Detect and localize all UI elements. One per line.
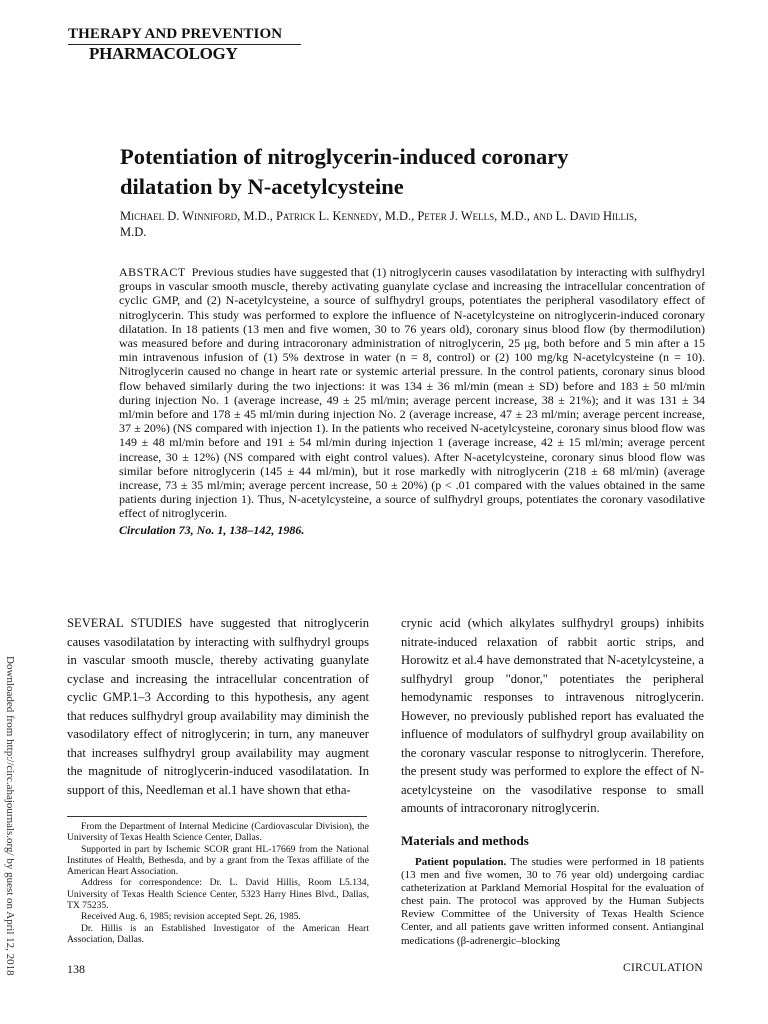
footnote: Supported in part by Ischemic SCOR grant HL-17669 from the National Institutes of Health, Bethesda, and by a grant from the Texas affiliate of the American Heart Association. (67, 843, 369, 878)
footnote: Address for correspondence: Dr. L. David Hillis, Room L5.134, University of Texas Health Science Center, 5323 Harry Hines Blvd., Dallas, TX 75235. (67, 877, 369, 912)
methods-heading: Materials and methods (401, 833, 529, 848)
author-list: Michael D. Winniford, M.D., Patrick L. Kennedy, M.D., Peter J. Wells, M.D., and L. David Hillis, M.D. (120, 209, 638, 239)
download-watermark: Downloaded from http://circ.ahajournals.org/ by guest on April 12, 2018 (4, 656, 16, 976)
body-column-left: SEVERAL STUDIES have suggested that nitroglycerin causes vasodilatation by interacting with sulfhydryl groups in vascular smooth muscle, thereby activating guanylate cyclase and increasing the intracellular concentration of cyclic GMP.1–3 According to this hypothesis, any agent that reduces sulfhydryl group availability may diminish the vasodilatory effect of nitroglycerin; in turn, any maneuver that increases sulfhydryl group availability may augment the magnitude of nitroglycerin-induced vasodilatation. In support of this, Needleman et al.1 have shown that etha- (67, 616, 369, 797)
footnote: Dr. Hillis is an Established Investigator of the American Heart Association, Dallas. (67, 922, 369, 945)
citation: Circulation 73, No. 1, 138–142, 1986. (119, 522, 305, 537)
footnote: Received Aug. 6, 1985; revision accepted Sept. 26, 1985. (81, 911, 301, 923)
body-column-right: crynic acid (which alkylates sulfhydryl groups) inhibits nitrate-induced relaxation of rabbit aortic strips, and Horowitz et al.4 have demonstrated that N-acetylcysteine, a sulfhydryl group "donor," potentiates the peripheral hemodynamic responses to intravenous nitroglycerin. However, no previously published report has evaluated the influence of modulators of sulfhydryl group availability on the coronary vascular response to nitroglycerin. Therefore, the present study was performed to explore the effect of N-acetylcysteine on the vasodilative response to small amounts of intracoronary nitroglycerin. (401, 616, 704, 815)
journal-name: CIRCULATION (623, 962, 703, 974)
abstract-label: ABSTRACT (119, 265, 186, 279)
abstract-text: Previous studies have suggested that (1) nitroglycerin causes vasodilatation by interacting with sulfhydryl groups in vascular smooth muscle, thereby activating guanylate cyclase and increasing the intracellular concentration of cyclic GMP, and (2) N-acetylcysteine, a source of sulfhydryl groups, potentiates the peripheral vasodilatory effect of nitroglycerin. This study was performed to explore the influence of N-acetylcysteine on nitroglycerin-induced coronary dilatation. In 18 patients (13 men and five women, 30 to 76 years old), coronary sinus blood flow (by thermodilution) was measured before and during intracoronary administration of nitroglycerin, 25 μg, both before and 5 min after a 15 min intravenous infusion of (1) 5% dextrose in water (n = 8, control) or (2) 100 mg/kg N-acetylcysteine (n = 10). Nitroglycerin caused no change in heart rate or systemic arterial pressure. In the control patients, coronary sinus blood flow behaved similarly during the two injections: it was 134 ± 36 ml/min (mean ± SD) before and 183 ± 50 ml/min during injection No. 1 (average increase, 49 ± 25 ml/min; average percent increase, 38 ± 21%); and it was 131 ± 34 ml/min before and 178 ± 45 ml/min during injection No. 2 (average increase, 47 ± 23 ml/min; average percent increase, 37 ± 20%) (NS compared with injection 1). In the patients who received N-acetylcysteine, coronary sinus blood flow was 149 ± 48 ml/min before and 191 ± 54 ml/min during injection 1 (average increase, 42 ± 15 ml/min; average percent increase, 30 ± 12%) (NS compared with eight control values). After N-acetylcysteine, coronary sinus blood flow was similar before nitroglycerin (145 ± 44 ml/min), but it rose markedly with nitroglycerin (218 ± 68 ml/min) (average increase, 73 ± 35 ml/min; average percent increase, 50 ± 20%) (p < .01 compared with the values obtained in the same patients during injection 1). Thus, N-acetylcysteine, a source of sulfhydryl groups, potentiates the coronary vasodilative effect of nitroglycerin. (119, 265, 705, 521)
methods-paragraph (401, 856, 704, 948)
article-title: Potentiation of nitroglycerin-induced coronary dilatation by N-acetylcysteine (120, 144, 569, 199)
abstract (119, 265, 705, 537)
methods-subheading: Patient population. (415, 856, 507, 868)
footnote-divider (67, 816, 367, 817)
section-label: THERAPY AND PREVENTION (68, 26, 301, 45)
page-number: 138 (67, 962, 85, 976)
footnote: From the Department of Internal Medicine (Cardiovascular Division), the University of Texas Health Science Center, Dallas. (67, 821, 369, 844)
footnotes (67, 821, 369, 945)
methods-text: The studies were performed in 18 patients (13 men and five women, 30 to 76 year old) undergoing cardiac catheterization at Parkland Memorial Hospital for the evaluation of chest pain. The protocol was approved by the Human Subjects Review Committee of the University of Texas Health Science Center, and all patients gave written informed consent. Antianginal medications (β-adrenergic–blocking (401, 856, 704, 947)
section-subheading: PHARMACOLOGY (89, 44, 238, 63)
